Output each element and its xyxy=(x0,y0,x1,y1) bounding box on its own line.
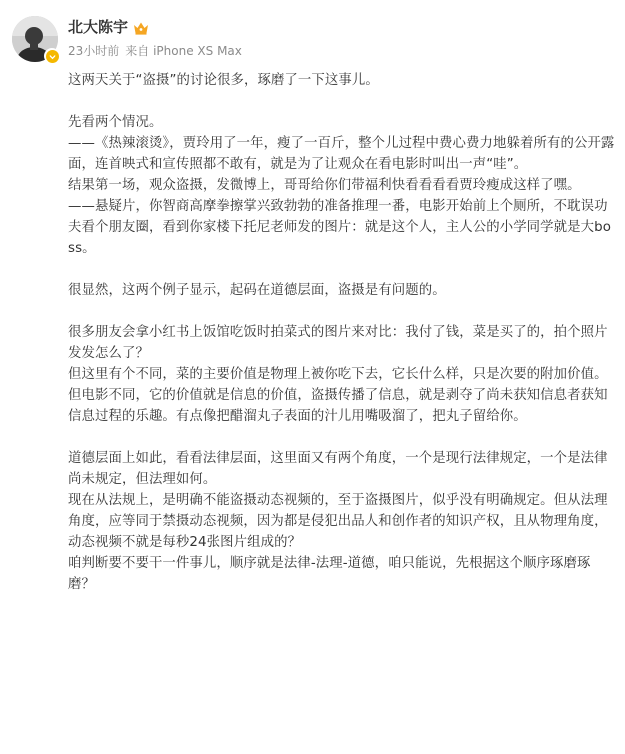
avatar[interactable] xyxy=(12,16,58,62)
verified-badge-icon xyxy=(44,48,60,64)
paragraph-spacer xyxy=(68,259,616,280)
post-time[interactable]: 23小时前 xyxy=(68,44,120,58)
paragraph-spacer xyxy=(68,427,616,448)
paragraph: ——悬疑片，你智商高摩拳擦掌兴致勃勃的准备推理一番，电影开始前上个厕所，不耽误功夫看个朋友圈，看到你家楼下托尼老师发的图片：就是这个人，主人公的小学同学就是大boss。 xyxy=(68,199,612,256)
paragraph: ——《热辣滚烫》，贾玲用了一年，瘦了一百斤，整个儿过程中费心费力地躲着所有的公开露面，连首映式和宣传照都不敢有，就是为了让观众在看电影时叫出一声“哇”。 xyxy=(68,136,615,172)
username-row xyxy=(68,16,149,38)
paragraph: 道德层面上如此，看看法律层面，这里面又有两个角度，一个是现行法律规定，一个是法律尚未规定，但法理如何。 xyxy=(68,451,608,487)
paragraph-spacer xyxy=(68,91,616,112)
paragraph: 咱判断要不要干一件事儿，顺序就是法律-法理-道德，咱只能说，先根据这个顺序琢磨琢磨？ xyxy=(68,556,591,592)
paragraph: 这两天关于“盗摄”的讨论很多，琢磨了一下这事儿。 xyxy=(68,73,379,88)
username[interactable]: 北大陈宇 xyxy=(68,18,129,36)
paragraph: 现在从法规上，是明确不能盗摄动态视频的，至于盗摄图片，似乎没有明确规定。但从法理角度，应等同于禁摄动态视频，因为都是侵犯出品人和创作者的知识产权，且从物理角度，动态视频不就是每秒24张图片组成的？ xyxy=(68,493,608,550)
post-meta xyxy=(68,43,242,59)
crown-icon[interactable] xyxy=(133,20,149,34)
paragraph: 很显然，这两个例子显示，起码在道德层面，盗摄是有问题的。 xyxy=(68,283,446,298)
post-source: 来自 iPhone XS Max xyxy=(125,44,242,58)
paragraph: 结果第一场，观众盗摄，发微博上，哥哥给你们带福利快看看看看贾玲瘦成这样了嘿。 xyxy=(68,178,581,193)
post-body xyxy=(68,70,616,595)
paragraph: 先看两个情况。 xyxy=(68,115,163,130)
paragraph: 但这里有个不同，菜的主要价值是物理上被你吃下去，它长什么样，只是次要的附加价值。但电影不同，它的价值就是信息的价值，盗摄传播了信息，就是剥夺了尚未获知信息者获知信息过程的乐趣。有点像把醋溜丸子表面的汁儿用嘴吸溜了，把丸子留给你。 xyxy=(68,367,608,424)
paragraph: 很多朋友会拿小红书上饭馆吃饭时拍菜式的图片来对比：我付了钱，菜是买了的，拍个照片发发怎么了？ xyxy=(68,325,608,361)
paragraph-spacer xyxy=(68,301,616,322)
post-header xyxy=(0,0,625,66)
